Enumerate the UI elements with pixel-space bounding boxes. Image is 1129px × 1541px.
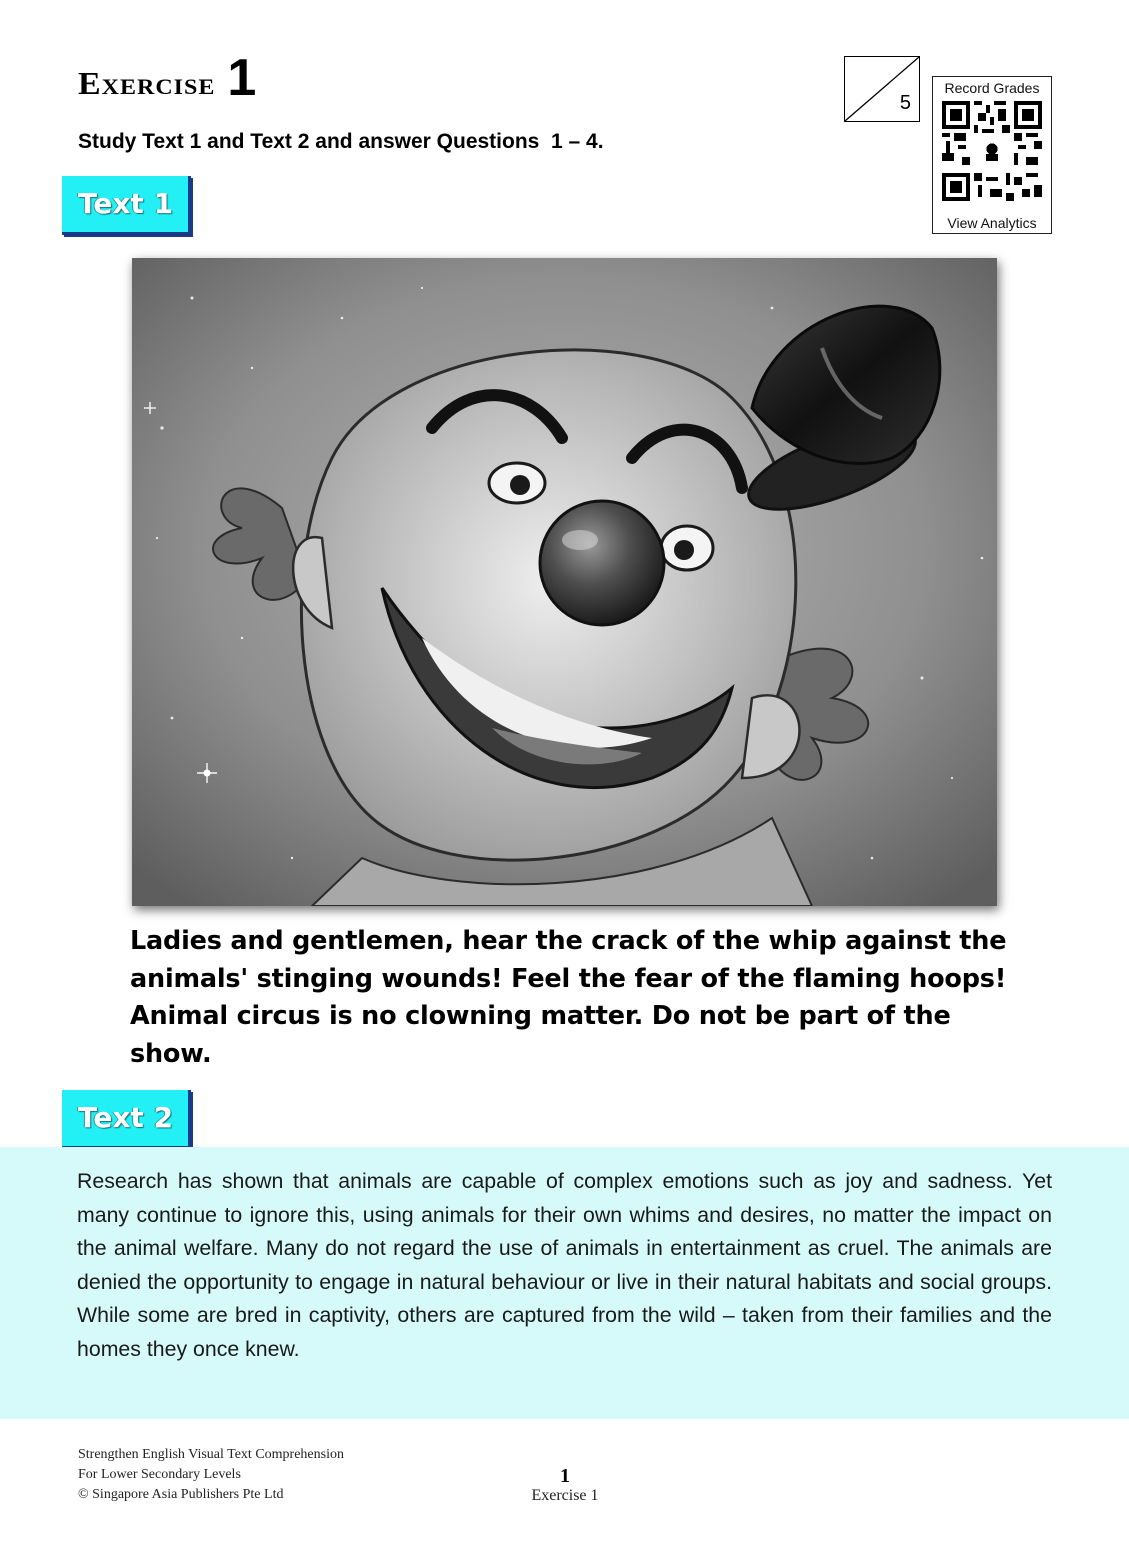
text2-label: Text 2 <box>78 1101 174 1134</box>
text2-body: Research has shown that animals are capable of complex emotions such as joy and sadness. Yet many continue to ignore this, using animals for their own whims and desires, no matter the impact on the animal welfare. Many do not regard the use of animals in entertainment as cruel. The animals are denied the opportunity to engage in natural behaviour or live in their natural habitats and social groups. While some are bred in captivity, others are captured from the wild – taken from their families and the homes they once knew. <box>77 1169 1052 1361</box>
footer-line-level: For Lower Secondary Levels <box>78 1467 241 1482</box>
footer-line-title: Strengthen English Visual Text Comprehension <box>78 1447 344 1462</box>
text2-panel <box>0 1147 1129 1419</box>
footer-line-copyright: © Singapore Asia Publishers Pte Ltd <box>78 1487 284 1502</box>
clown-face-image <box>132 258 997 906</box>
footer-credits <box>78 1445 344 1505</box>
qr-record-grades-label: Record Grades <box>944 80 1040 96</box>
instruction-text: Study Text 1 and Text 2 and answer Questions 1 – 4. <box>78 130 604 153</box>
exercise-title-number: 1 <box>227 49 257 107</box>
text2-label-tab <box>62 1090 191 1149</box>
qr-block[interactable] <box>932 76 1052 234</box>
clown-illustration <box>132 258 997 906</box>
score-box <box>844 56 920 122</box>
exercise-title <box>78 49 257 107</box>
qr-view-analytics-label: View Analytics <box>947 215 1037 231</box>
exercise-title-word: Exercise <box>78 67 216 102</box>
text1-slogan: Ladies and gentlemen, hear the crack of the whip against the animals' stinging wounds! Feel the fear of the flaming hoops! Animal circus is no clowning matter. Do not be part of the show. <box>130 926 1007 1069</box>
text1-label-tab <box>62 176 191 235</box>
text1-label: Text 1 <box>78 187 174 220</box>
score-total: 5 <box>899 92 911 114</box>
qr-code-icon[interactable] <box>942 101 1042 201</box>
page-number: 1 <box>560 1465 570 1487</box>
page-exercise-label: Exercise 1 <box>531 1487 599 1504</box>
